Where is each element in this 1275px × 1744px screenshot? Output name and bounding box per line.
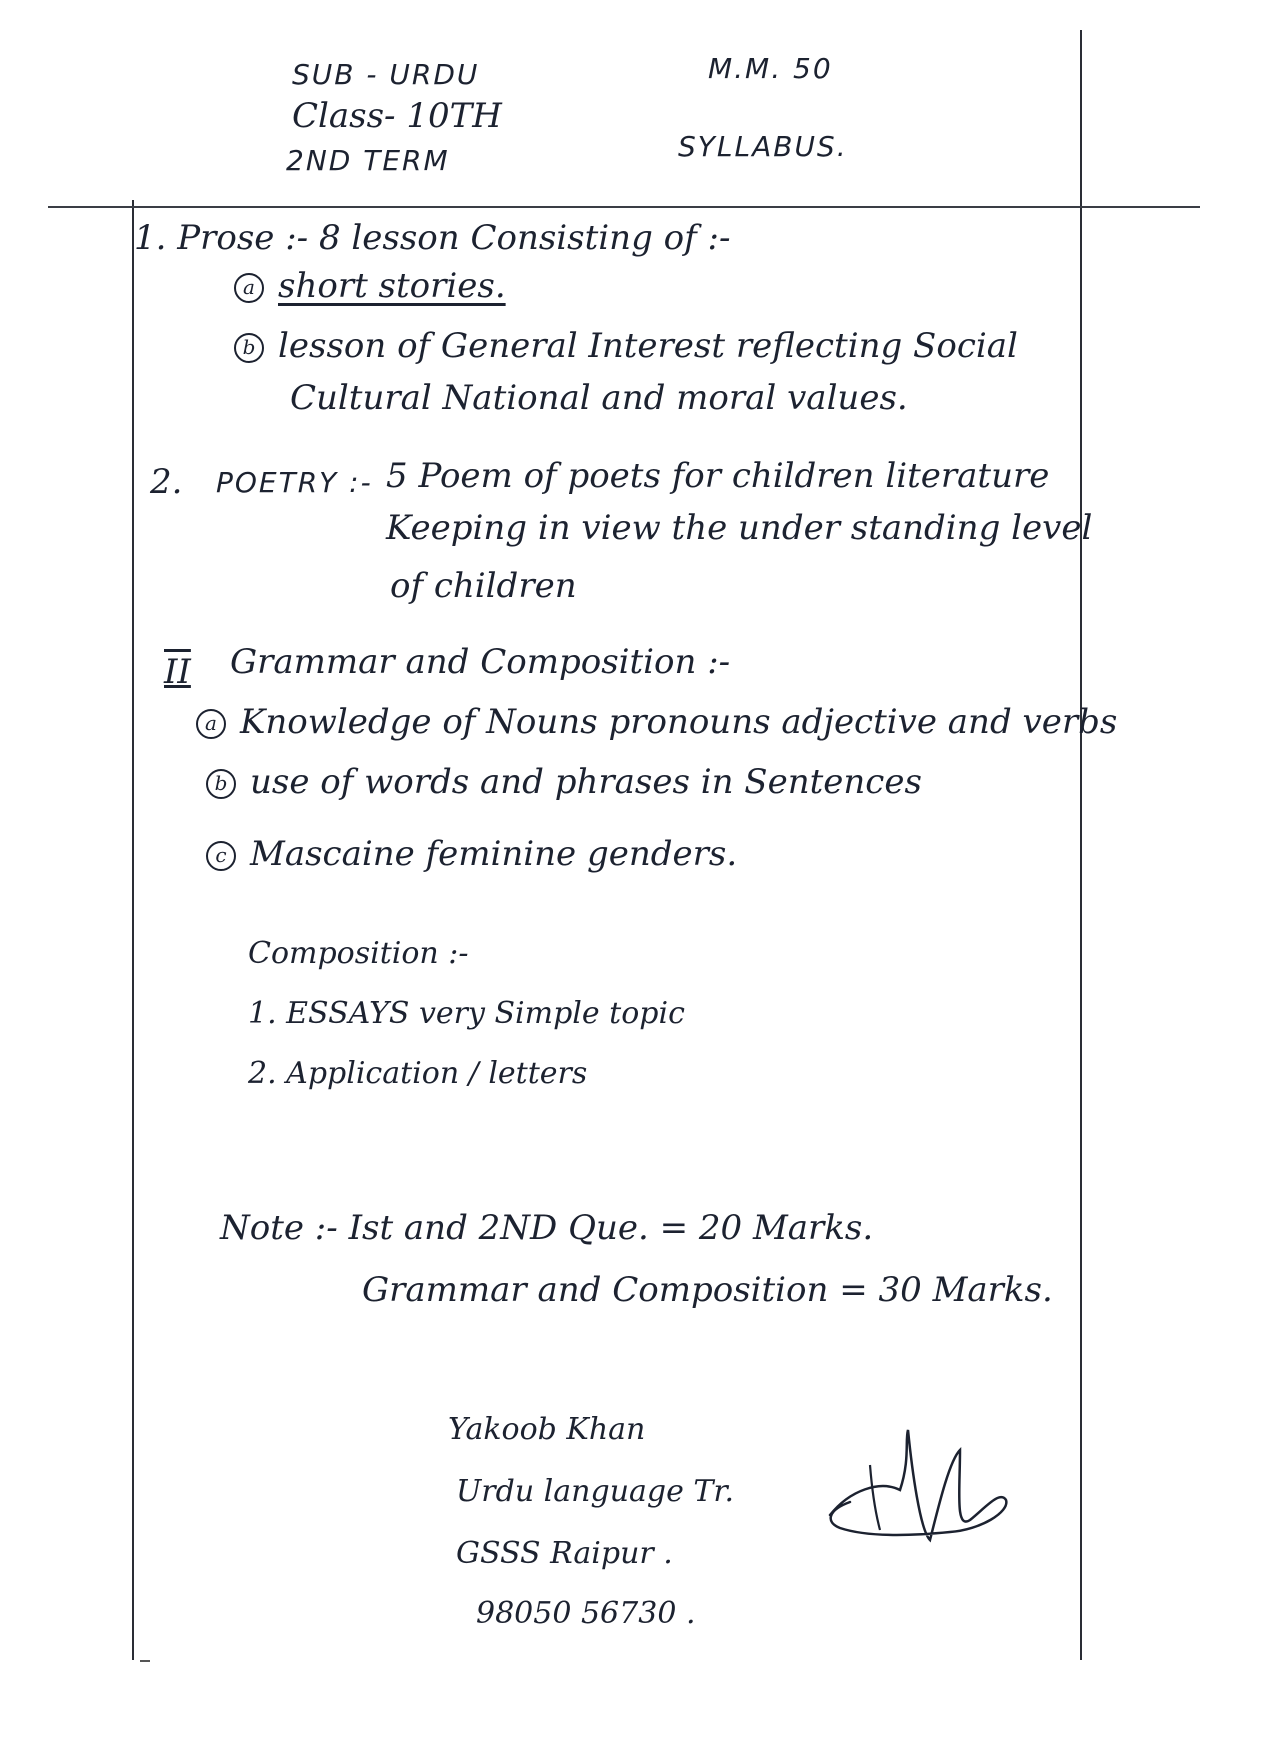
- grammar-item-c-text: Mascaine feminine genders.: [250, 834, 738, 874]
- marker-c: c: [206, 841, 236, 871]
- subject-label: SUB - URDU: [292, 58, 480, 91]
- poetry-line2: Keeping in view the under standing level: [386, 508, 1093, 548]
- note-line1: Note :- Ist and 2ND Que. = 20 Marks.: [220, 1208, 874, 1248]
- class-label: Class- 10TH: [292, 96, 502, 136]
- prose-heading: 1. Prose :- 8 lesson Consisting of :-: [134, 218, 731, 258]
- signatory-designation: Urdu language Tr.: [456, 1474, 734, 1509]
- prose-item-b: [234, 326, 1018, 366]
- grammar-heading: Grammar and Composition :-: [230, 642, 731, 682]
- term-label: 2ND TERM: [286, 144, 450, 177]
- composition-heading: Composition :-: [248, 936, 469, 971]
- grammar-item-b: [206, 762, 922, 802]
- syllabus-title: SYLLABUS.: [678, 130, 848, 163]
- grammar-item-a: [196, 702, 1117, 742]
- right-margin-line: [1080, 30, 1082, 1660]
- prose-item-a-text: short stories.: [278, 266, 506, 306]
- note-line2: Grammar and Composition = 30 Marks.: [362, 1270, 1053, 1310]
- left-margin-line: [132, 200, 134, 1660]
- header-divider: [48, 206, 1200, 208]
- signatory-school: GSSS Raipur .: [456, 1536, 673, 1571]
- prose-item-b-text: lesson of General Interest reflecting Social: [278, 326, 1018, 366]
- composition-item-2: 2. Application / letters: [248, 1056, 588, 1091]
- composition-item-1: 1. ESSAYS very Simple topic: [248, 996, 685, 1031]
- scan-mark: [140, 1660, 150, 1662]
- grammar-item-b-text: use of words and phrases in Sentences: [250, 762, 922, 802]
- marker-a: a: [234, 273, 264, 303]
- signature-scribble-icon: [810, 1420, 1030, 1580]
- grammar-item-c: [206, 834, 737, 874]
- marker-b: b: [206, 769, 236, 799]
- poetry-line3: of children: [390, 566, 577, 606]
- marker-b: b: [234, 333, 264, 363]
- signatory-phone: 98050 56730 .: [476, 1596, 696, 1631]
- poetry-line1: 5 Poem of poets for children literature: [386, 456, 1050, 496]
- max-marks: M.M. 50: [708, 52, 833, 85]
- grammar-numeral: II: [164, 652, 191, 692]
- signatory-name: Yakoob Khan: [448, 1412, 646, 1447]
- poetry-number: 2.: [150, 462, 183, 502]
- poetry-label: POETRY :-: [216, 466, 373, 499]
- prose-item-b-line2: Cultural National and moral values.: [290, 378, 908, 418]
- prose-item-a: [234, 266, 506, 306]
- marker-a: a: [196, 709, 226, 739]
- grammar-item-a-text: Knowledge of Nouns pronouns adjective and verbs: [240, 702, 1118, 742]
